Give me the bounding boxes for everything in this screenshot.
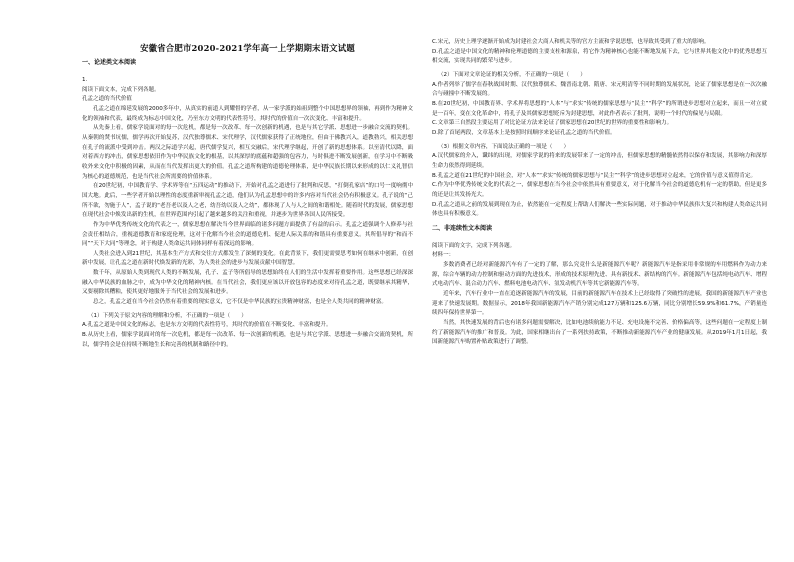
question-stem: （2）下面对文章论证的相关分析，不正确的一项是（ ）: [438, 71, 586, 78]
text-title: 孔孟之道的当代价值: [82, 96, 132, 103]
question-stem: （3）根据文章内容，下面说法正确的一项是（ ）: [438, 143, 570, 150]
reading-instruction: 阅读下面文本，完成下列各题。: [82, 86, 160, 93]
paragraph: 多数消费者已经对新能源汽车有了一定的了解，那么究竟什么是新能源汽车呢？新能源汽车是指采用非常规的车用燃料作为动力来源，综合车辆的动力控制和驱动方面的先进技术，形成的技术原理先进、具有新技术、新结构的汽车。新能源汽车包括纯电动汽车、增程式电动汽车、混合动力汽车、燃料电池电动汽车、氢发动机汽车等其它新能源汽车等。: [432, 262, 767, 288]
option-d: D.孔孟之道从之前的发展到现在为止，依然能在一定程度上帮助人们解决一些实际问题，对于推动中华民族伟大复兴和构建人类命运共同体也具有积极意义。: [432, 201, 767, 218]
option-d: D.孔孟之道是中国文化的精神和伦理道德的主要支柱和源泉，将它作为精神核心也能不断地发展下去，它与世界其他文化中的优秀思想互相交流，实现共同的繁荣与进步。: [432, 48, 767, 65]
paragraph: 总之，孔孟之道在当今社会仍然有着重要的现实意义，它不仅是中华民族的宝贵精神财富，也是全人类共同的精神财富。: [93, 299, 387, 306]
section-heading-1: 一、论述类文本阅读: [82, 59, 137, 66]
left-column: [82, 0, 413, 350]
paragraph: 从先秦上看，儒家学说面对的每一次危机，都是每一次改革、每一次创新的机遇，也是与其它学派、思想进一步融合交流的契机。从秦朝的焚书坑儒，儒学再次开始复苏，汉代独尊儒术、宋代理学，汉代儒家获得了正统地位，但由于佛教兴入，道教勃兴，相关思想在孔子的流派中受到冲击。两汉之际道学兴起，唐代儒学复兴，相互交融后，宋代理学继起，开创了新的思想体系。以至清代以降，面对着西方的冲击，儒家思想依旧作为中华民族文化的根基，以其深厚的底蕴和超强的包容力，与时俱进不断发展创新，在学习中不断吸收外来文化中积极的因素，从而在当代发挥出更大的价值。孔孟之道所构建的道德伦理体系，是中华民族长期以来形成的以仁义礼智信为核心的道德规范，也是当代社会所需要的价值体系。: [82, 125, 413, 180]
paragraph: 孔孟之道在绵延发展的2000多年中，从真实的前道人到耀督的学者，从一家学派的始祖到整个中国思想界的领袖，再到作为精神文化的领袖和代表，最终成为标志中国文化，乃至东方文明的代表性符号，其时代的价值自一次次变化、丰富和提升。: [82, 105, 413, 122]
option-c: C.文章第三自然段主要运用了对比论证方法来论证了儒家思想在20世纪的世界的重要性和影响力。: [432, 120, 673, 127]
material-label: 材料一：: [432, 252, 455, 259]
paragraph: 当然，其快速发展的背后也有诸多问题需要解决，比如电池续航能力不足、充电设施不完善、价格偏高等，这些问题在一定程度上制约了新能源汽车的推广和普及。为此，国家相继出台了一系列扶持政策，不断推动新能源汽车产业的健康发展。从2019年1月1日起，我国新能源汽车购置补贴政策进行了调整。: [432, 320, 767, 346]
section-heading-2: 二、非连续性文本阅读: [432, 224, 493, 232]
option-c: C.宋元，历史上理学逐渐开始成为封建社会大商人和机关等的官方主流和学说思想，也导致其受到了重大的影响。: [432, 39, 710, 45]
option-a: A.汉代儒家的介入，谶纬的出现，对儒家学说的将来的发展带来了一定的冲击，但儒家思想的精髓依然得以保存和发展，其影响力和深厚生命力依然得到延续。: [432, 153, 767, 169]
reading-instruction: 阅读下面的文字，完成下列各题。: [432, 242, 516, 249]
paragraph: 人类社会进入到21世纪，其基本生产方式和交往方式都发生了深刻的变化。在此背景下，我们更需要思考如何在继承中创新，在创新中发展，让孔孟之道在新时代焕发新的光彩，为人类社会的进步与发展贡献中国智慧。: [82, 250, 413, 267]
option-b: B.在20世纪初，中国教育界、学术界将思想的“人本”与“求实”传统的儒家思想与“民主”“科学”的所谓进步思想对立起来，而且一对立就是一百年，变在文化革命中，将孔子及其儒家思想贬斥为封建思想，对此作者表示了批判，说明一个时代的偏见与局限。: [432, 100, 767, 117]
option-b: B.孔孟之道在21世纪的中国社会，对“人本”“求实”传统的儒家思想与“民主”“科学”的进步思想对立起来，它的价值与意义值得肯定。: [432, 172, 757, 179]
paragraph: 在20世纪初，中国教育学、学术界等在“五四运动”的推动下，开始对孔孟之道进行了批判和反思，“打倒孔家店”的口号一度响彻中国大地。此后，一些学者开始以理性的态度重新审视孔孟之道，他们认为孔孟思想中的许多内容对当代社会仍有积极意义。孔子说的“己所不欲，勿施于人”，孟子说的“老吾老以及人之老，幼吾幼以及人之幼”，都体现了人与人之间的和谐相处。随着时代的发展，儒家思想在现代社会中焕发出新的生机，在世界范围内引起了越来越多的关注和重视，并逐步为世界各国人民所接受。: [82, 183, 413, 219]
right-column: [432, 0, 767, 348]
paragraph: 作为中华优秀传统文化的代表之一，儒家思想在解决当今世界面临的诸多问题方面提供了有益的启示。孔孟之道强调个人修养与社会责任相结合，重视道德教育和家庭伦理，这对于化解当今社会的道德危机、促进人际关系的和谐具有重要意义。其所倡导的“和而不同”“天下大同”等理念，对于构建人类命运共同体同样有着深远的影响。: [82, 221, 413, 248]
question-stem: （1）下列关于原文内容的理解和分析，不正确的一项是（ ）: [88, 312, 247, 319]
option-a: A.作者列举了儒学在春秋战国时期、汉代独尊儒术、魏晋南北朝、隋唐、宋元明清等不同时期的发展状况，论证了儒家思想是在一次次融合与碰撞中不断发展的。: [432, 81, 767, 98]
option-b: B.从历史上看，儒家学说面对的每一次危机，都是每一次改革、每一次创新的机遇，也是与其它学派、思想进一步融合交流的契机，所以，儒学将会是在持续不断地生长和完善的机制和路径中的。: [82, 332, 413, 348]
question-number: 1.: [82, 77, 88, 83]
paragraph: 近年来，汽车行业中一直在追逐新能源汽车的发展，目前的新能源汽车在技术上已经取得了突破性的进展，我国的新能源汽车产业也迎来了快速发展期。数据显示，2018年我国新能源汽车产销分别完成127万辆和125.6万辆，同比分别增长59.9%和61.7%，产销量连续四年保持世界第一。: [432, 291, 767, 317]
option-a: A.孔孟之道是中国文化的标志，也是东方文明的代表性符号，其时代的价值在不断变化、丰富和提升。: [82, 322, 332, 329]
page-title: 安徽省合肥市2020-2021学年高一上学期期末语文试题: [140, 43, 355, 53]
paragraph: 数千年，从原始人类到现代人类的不断发展，孔子、孟子等所倡导的思想始终在人们的生活中发挥着重要作用。这些思想已经深深融入中华民族的血脉之中，成为中华文化的精神内核。在当代社会，我们更应该以开放包容的态度来对待孔孟之道，既要继承其精华，又要剔除其糟粕，使其更好地服务于当代社会的发展和进步。: [82, 270, 413, 296]
option-d: D.除了首尾两段，文章基本上是按照时间顺序来论证孔孟之道的当代价值。: [432, 129, 616, 136]
option-c: C.作为中华优秀传统文化的代表之一，儒家思想在当今社会中依然具有重要意义，对于化解当今社会的道德危机有一定的帮助，但是更多的还是让其发扬光大。: [432, 182, 767, 198]
